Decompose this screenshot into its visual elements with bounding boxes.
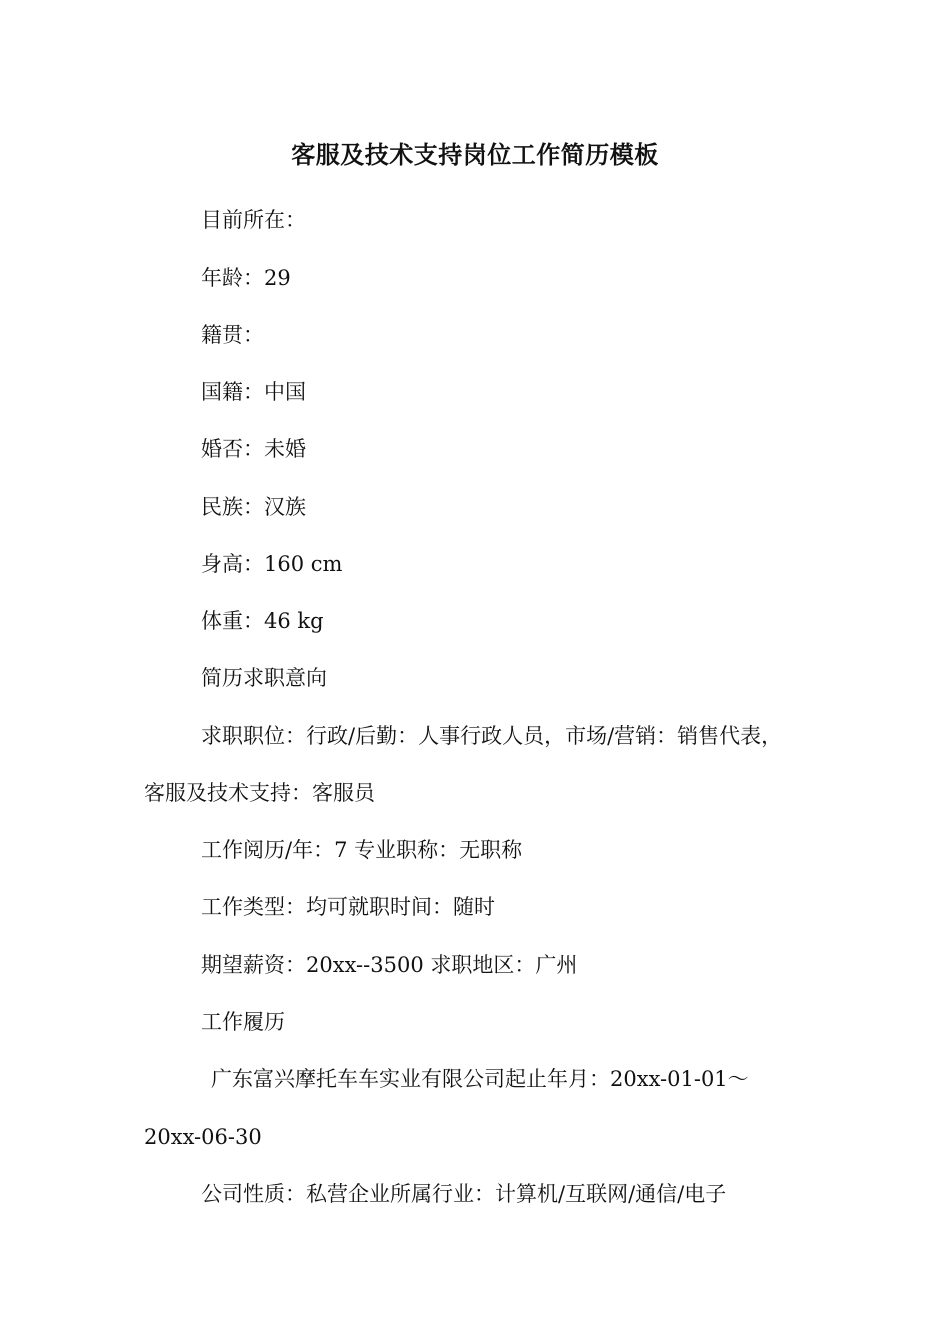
field-native-place: 籍贯： bbox=[201, 323, 264, 347]
field-expected-salary: 期望薪资：20xx--3500 求职地区：广州 bbox=[201, 953, 578, 977]
section-heading-work-history: 工作履历 bbox=[201, 1010, 285, 1034]
field-ethnicity: 民族：汉族 bbox=[201, 495, 306, 519]
field-work-type: 工作类型：均可就职时间：随时 bbox=[201, 895, 495, 919]
field-company-nature: 公司性质：私营企业所属行业：计算机/互联网/通信/电子 bbox=[201, 1182, 727, 1206]
field-nationality: 国籍：中国 bbox=[201, 380, 306, 404]
field-desired-position: 求职职位：行政/后勤：人事行政人员，市场/营销：销售代表， bbox=[201, 724, 783, 748]
section-heading-job-intention: 简历求职意向 bbox=[201, 666, 327, 690]
field-desired-position-continued: 客服及技术支持：客服员 bbox=[144, 781, 375, 805]
field-work-experience: 工作阅历/年：7 专业职称：无职称 bbox=[201, 838, 523, 862]
field-marital-status: 婚否：未婚 bbox=[201, 437, 306, 461]
field-height: 身高：160 cm bbox=[201, 552, 343, 576]
field-company-period: 广东富兴摩托车车实业有限公司起止年月：20xx-01-01～ bbox=[211, 1067, 749, 1091]
field-current-location: 目前所在： bbox=[201, 208, 306, 232]
field-age: 年龄：29 bbox=[201, 266, 291, 290]
field-company-period-continued: 20xx-06-30 bbox=[144, 1125, 262, 1149]
field-weight: 体重：46 kg bbox=[201, 609, 324, 633]
document-title: 客服及技术支持岗位工作简历模板 bbox=[291, 140, 659, 169]
